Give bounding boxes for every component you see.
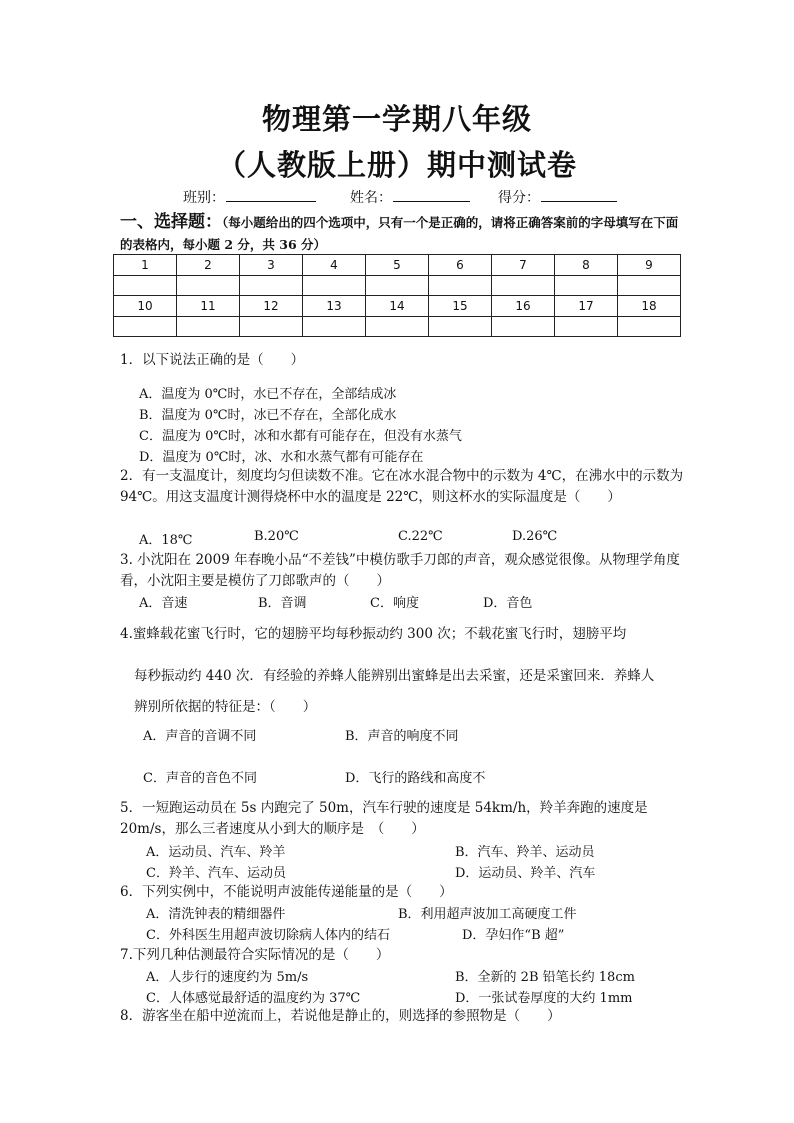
answer-number: 13: [303, 296, 366, 317]
question-2-option-d: D.26℃: [512, 529, 558, 544]
class-blank[interactable]: [226, 188, 316, 202]
question-5-option-d: D．运动员、羚羊、汽车: [455, 866, 596, 881]
question-3-option-b: B．音调: [258, 596, 307, 611]
answer-number: 17: [555, 296, 618, 317]
answer-number: 6: [429, 255, 492, 276]
question-7-option-c: C．人体感觉最舒适的温度约为 37℃: [146, 991, 361, 1006]
question-6-stem: 6．下列实例中，不能说明声波能传递能量的是（ ）: [120, 884, 453, 900]
answer-number: 8: [555, 255, 618, 276]
question-2-option-b: B.20℃: [254, 529, 299, 544]
answer-number: 15: [429, 296, 492, 317]
question-4-line-1: 4.蜜蜂载花蜜飞行时，它的翅膀平均每秒振动约 300 次；不载花蜜飞行时，翅膀平均: [120, 626, 627, 642]
question-4-option-d: D．飞行的路线和高度不: [345, 771, 486, 786]
question-6-option-d: D．孕妇作“B 超”: [462, 928, 565, 943]
question-2-option-c: C.22℃: [398, 529, 443, 544]
answer-cell[interactable]: [618, 275, 681, 296]
question-4-line-2: 每秒振动约 440 次．有经验的养蜂人能辨别出蜜蜂是出去采蜜，还是采蜜回来．养蜂人: [134, 668, 655, 684]
question-1-stem: 1．以下说法正确的是（ ）: [120, 352, 305, 368]
question-6-option-c: C．外科医生用超声波切除病人体内的结石: [146, 928, 390, 943]
section-note: （每小题给出的四个选项中，只有一个是正确的，请将正确答案前的字母填写在下面的表格内，每小题 2 分，共 36 分）: [120, 215, 679, 252]
question-7-option-d: D．一张试卷厚度的大约 1mm: [455, 991, 633, 1006]
exam-title-line2: （人教版上册）期中测试卷: [216, 148, 577, 182]
answer-cell[interactable]: [429, 316, 492, 337]
answer-number: 5: [366, 255, 429, 276]
answer-blank-row: [114, 316, 681, 337]
question-7-stem: 7.下列几种估测最符合实际情况的是（ ）: [120, 947, 390, 963]
question-4-line-3: 辨别所依据的特征是：（ ）: [134, 699, 317, 715]
section-heading: 一、选择题：: [120, 212, 222, 232]
class-label: 班别：: [183, 190, 225, 206]
question-5-stem: 5．一短跑运动员在 5s 内跑完了 50m，汽车行驶的速度是 54km/h，羚羊奔跑的速度是 20m/s，那么三者速度从小到大的顺序是 （ ）: [120, 800, 648, 837]
question-3-option-c: C．响度: [370, 596, 419, 611]
question-5-option-c: C．羚羊、汽车、运动员: [146, 866, 286, 881]
score-blank[interactable]: [541, 188, 617, 202]
answer-cell[interactable]: [366, 275, 429, 296]
answer-table: [113, 254, 681, 337]
answer-number: 12: [240, 296, 303, 317]
question-8-stem: 8．游客坐在船中逆流而上，若说他是静止的，则选择的参照物是（ ）: [120, 1008, 561, 1024]
score-label: 得分：: [498, 190, 540, 206]
answer-cell[interactable]: [303, 275, 366, 296]
answer-cell[interactable]: [177, 316, 240, 337]
answer-cell[interactable]: [492, 316, 555, 337]
question-3-option-d: D．音色: [483, 596, 533, 611]
question-4-option-a: A．声音的音调不同: [143, 729, 257, 744]
answer-blank-row: [114, 275, 681, 296]
answer-number-row: [114, 296, 681, 317]
question-6-option-b: B．利用超声波加工高硬度工件: [398, 907, 577, 922]
question-1-option-a: A．温度为 0℃时，水已不存在，全部结成冰: [139, 387, 397, 402]
answer-cell[interactable]: [240, 316, 303, 337]
question-3-stem: 3. 小沈阳在 2009 年春晚小品“不差钱”中模仿歌手刀郎的声音，观众感觉很像。从物理学角度看，小沈阳主要是模仿了刀郎歌声的（ ）: [120, 552, 680, 589]
answer-cell[interactable]: [429, 275, 492, 296]
answer-number: 2: [177, 255, 240, 276]
answer-number: 9: [618, 255, 681, 276]
answer-cell[interactable]: [303, 316, 366, 337]
question-5-option-a: A．运动员、汽车、羚羊: [146, 845, 286, 860]
answer-cell[interactable]: [114, 275, 177, 296]
question-3-option-a: A．音速: [139, 596, 188, 611]
answer-cell[interactable]: [555, 316, 618, 337]
answer-number: 16: [492, 296, 555, 317]
answer-cell[interactable]: [366, 316, 429, 337]
question-4-option-b: B．声音的响度不同: [345, 729, 459, 744]
question-2-stem: 2．有一支温度计，刻度均匀但读数不准。它在冰水混合物中的示数为 4℃，在沸水中的示数为 94℃。用这支温度计测得烧杯中水的温度是 22℃，则这杯水的实际温度是（ ）: [120, 468, 684, 505]
answer-number: 10: [114, 296, 177, 317]
answer-cell[interactable]: [492, 275, 555, 296]
answer-cell[interactable]: [114, 316, 177, 337]
question-7-option-a: A．人步行的速度约为 5m/s: [146, 970, 309, 985]
question-1-option-b: B．温度为 0℃时，冰已不存在，全部化成水: [139, 408, 397, 423]
answer-number: 18: [618, 296, 681, 317]
question-2-option-a: A．18℃: [139, 533, 193, 548]
answer-number: 4: [303, 255, 366, 276]
name-blank[interactable]: [393, 188, 470, 202]
answer-cell[interactable]: [618, 316, 681, 337]
answer-number: 7: [492, 255, 555, 276]
question-1-option-c: C．温度为 0℃时，冰和水都有可能存在，但没有水蒸气: [139, 429, 462, 444]
name-label: 姓名：: [350, 190, 392, 206]
answer-number: 11: [177, 296, 240, 317]
question-5-option-b: B．汽车、羚羊、运动员: [455, 845, 595, 860]
answer-number: 1: [114, 255, 177, 276]
answer-cell[interactable]: [177, 275, 240, 296]
answer-cell[interactable]: [240, 275, 303, 296]
answer-number: 3: [240, 255, 303, 276]
answer-number: 14: [366, 296, 429, 317]
question-6-option-a: A．清洗钟表的精细器件: [146, 907, 286, 922]
answer-cell[interactable]: [555, 275, 618, 296]
question-4-option-c: C．声音的音色不同: [143, 771, 257, 786]
question-1-option-d: D．温度为 0℃时，冰、水和水蒸气都有可能存在: [139, 450, 424, 465]
exam-title-line1: 物理第一学期八年级: [261, 102, 532, 136]
section-choice-header: [120, 212, 690, 256]
question-7-option-b: B．全新的 2B 铅笔长约 18cm: [455, 970, 635, 985]
answer-number-row: [114, 255, 681, 276]
